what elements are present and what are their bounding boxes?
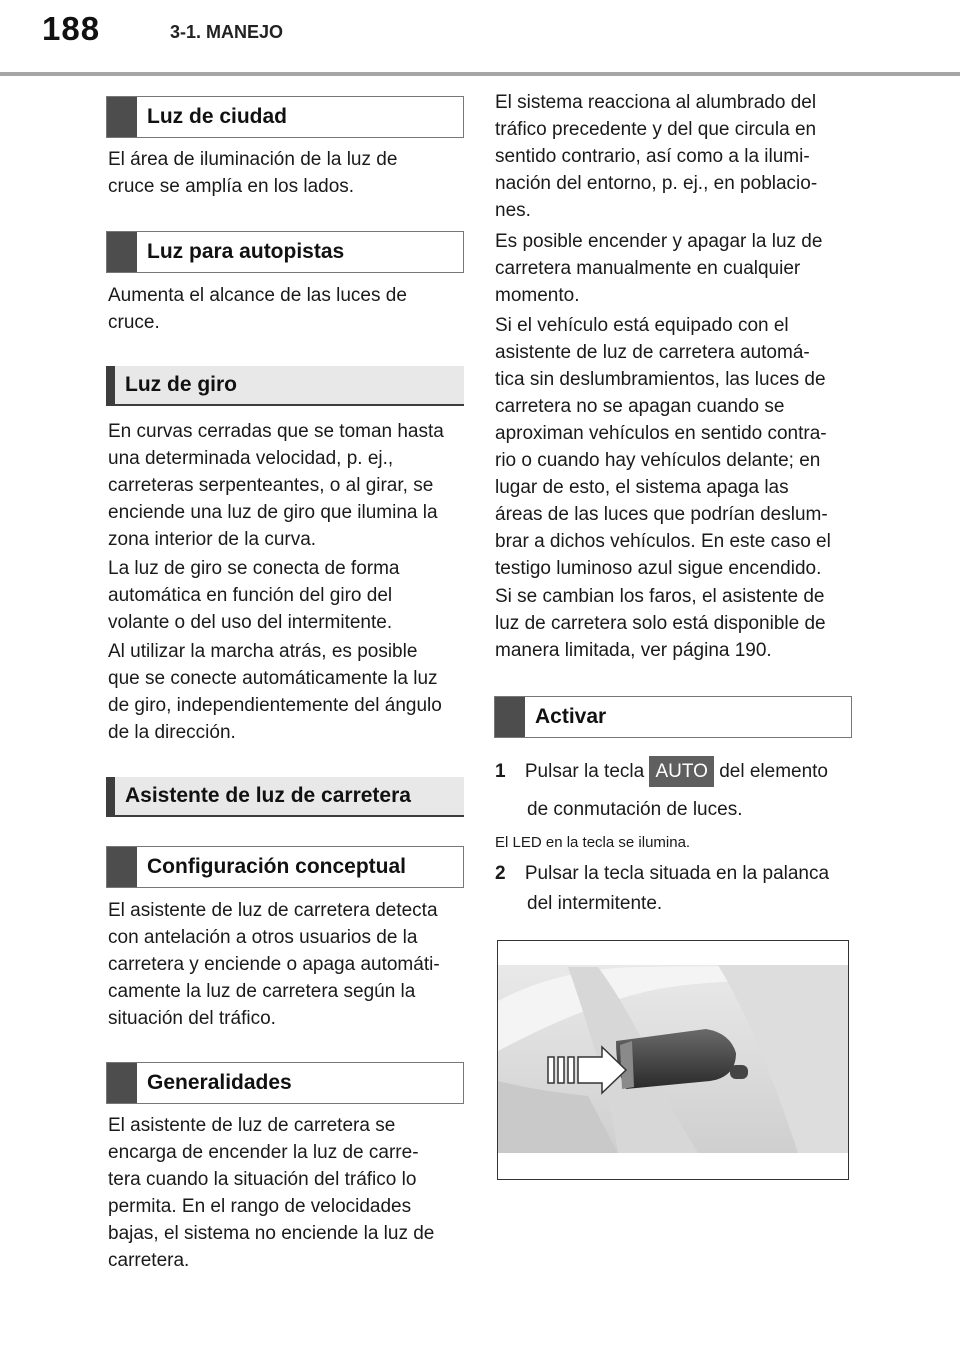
text-line: camente la luz de carretera según la xyxy=(108,981,416,1002)
text-line: Si el vehículo está equipado con el xyxy=(495,315,789,336)
paragraph-configuracion-conceptual xyxy=(108,897,440,1032)
step-number: 1 xyxy=(495,761,506,782)
paragraph-generalidades xyxy=(108,1112,434,1274)
text-line: nes. xyxy=(495,200,531,221)
heading-asistente-de-luz-de-carretera xyxy=(106,777,464,817)
header-divider xyxy=(0,72,960,76)
heading-label: Luz de ciudad xyxy=(147,105,288,128)
text-line: de giro, independientemente del ángulo xyxy=(108,695,442,716)
text-line: luz de carretera solo está disponible de xyxy=(495,613,826,634)
page-header xyxy=(0,0,960,82)
heading-luz-para-autopistas xyxy=(106,231,464,273)
heading-tab xyxy=(107,232,137,272)
step-2-continuation xyxy=(527,890,662,917)
heading-bar xyxy=(106,366,115,404)
lever-tip xyxy=(620,1041,634,1089)
heading-label: Configuración conceptual xyxy=(147,855,407,878)
heading-tab xyxy=(107,1063,137,1103)
text-line: áreas de las luces que podrían deslum- xyxy=(495,504,828,525)
heading-tab xyxy=(495,697,525,737)
text-line: tica sin deslumbramientos, las luces de xyxy=(495,369,826,390)
text-line: tera cuando la situación del tráfico lo xyxy=(108,1169,417,1190)
text-line: que se conecte automáticamente la luz xyxy=(108,668,438,689)
text-line: bajas, el sistema no enciende la luz de xyxy=(108,1223,435,1244)
paragraph-sin-deslumbramientos xyxy=(495,312,831,582)
heading-generalidades xyxy=(106,1062,464,1104)
text-line: rio o cuando hay vehículos delante; en xyxy=(495,450,821,471)
step-number: 2 xyxy=(495,863,506,884)
text-line: enciende una luz de giro que ilumina la xyxy=(108,502,438,523)
text-line: brar a dichos vehículos. En este caso el xyxy=(495,531,831,552)
text-line: tráfico precedente y del que circula en xyxy=(495,119,817,140)
text-line: testigo luminoso azul sigue encendido. xyxy=(495,558,822,579)
text-line: situación del tráfico. xyxy=(108,1008,276,1029)
text-line: cruce se amplía en los lados. xyxy=(108,176,355,197)
turn-signal-lever-illustration xyxy=(497,940,849,1180)
text-line: El área de iluminación de la luz de xyxy=(108,149,398,170)
heading-label: Asistente de luz de carretera xyxy=(125,784,411,807)
text-line: La luz de giro se conecta de forma xyxy=(108,558,400,579)
paragraph-luz-de-giro-3 xyxy=(108,638,442,746)
step-text: del elemento xyxy=(719,761,828,782)
heading-configuracion-conceptual xyxy=(106,846,464,888)
heading-luz-de-ciudad xyxy=(106,96,464,138)
text-line: carretera manualmente en cualquier xyxy=(495,258,801,279)
section-title: 3-1. MANEJO xyxy=(170,22,284,42)
heading-activar xyxy=(494,696,852,738)
text-line: momento. xyxy=(495,285,580,306)
text-line: carreteras serpenteantes, o al girar, se xyxy=(108,475,434,496)
text-line: El asistente de luz de carretera detecta xyxy=(108,900,438,921)
text-line: carretera no se apagan cuando se xyxy=(495,396,785,417)
text-line: sentido contrario, así como a la ilumi- xyxy=(495,146,810,167)
text-line: aproximan vehículos en sentido contra- xyxy=(495,423,827,444)
text-line: Es posible encender y apagar la luz de xyxy=(495,231,823,252)
paragraph-luz-para-autopistas xyxy=(108,282,407,336)
step-1-continuation xyxy=(527,796,742,823)
step-text: de conmutación de luces. xyxy=(527,799,743,820)
text-line: En curvas cerradas que se toman hasta xyxy=(108,421,444,442)
text-line: nación del entorno, p. ej., en poblacio- xyxy=(495,173,818,194)
lever-drawing xyxy=(498,941,848,1179)
heading-label: Activar xyxy=(535,705,607,728)
lever-base xyxy=(730,1065,748,1079)
led-note: El LED en la tecla se ilumina. xyxy=(495,834,691,851)
step-text: Pulsar la tecla xyxy=(524,761,645,782)
text-line: Al utilizar la marcha atrás, es posible xyxy=(108,641,418,662)
text-line: permita. En el rango de velocidades xyxy=(108,1196,412,1217)
text-line: una determinada velocidad, p. ej., xyxy=(108,448,394,469)
paragraph-luz-de-giro-2 xyxy=(108,555,400,636)
paragraph-encender-apagar xyxy=(495,228,822,309)
text-line: El sistema reacciona al alumbrado del xyxy=(495,92,817,113)
paragraph-sistema-reacciona xyxy=(495,89,817,224)
text-line: de la dirección. xyxy=(108,722,236,743)
heading-label: Luz para autopistas xyxy=(147,240,345,263)
text-line: carretera. xyxy=(108,1250,190,1271)
text-line: asistente de luz de carretera automá- xyxy=(495,342,810,363)
auto-key: AUTO xyxy=(649,756,713,787)
text-line: volante o del uso del intermitente. xyxy=(108,612,393,633)
step-2 xyxy=(495,860,829,887)
paragraph-luz-de-ciudad xyxy=(108,146,397,200)
text-line: encarga de encender la luz de carre- xyxy=(108,1142,419,1163)
text-line: zona interior de la curva. xyxy=(108,529,317,550)
text-line: con antelación a otros usuarios de la xyxy=(108,927,418,948)
step-1 xyxy=(495,756,855,788)
text-line: Si se cambian los faros, el asistente de xyxy=(495,586,825,607)
heading-label: Generalidades xyxy=(147,1071,292,1094)
step-text: del intermitente. xyxy=(527,893,663,914)
text-line: manera limitada, ver página 190. xyxy=(495,640,772,661)
heading-tab xyxy=(107,97,137,137)
text-line: carretera y enciende o apaga automáti- xyxy=(108,954,440,975)
text-line: Aumenta el alcance de las luces de xyxy=(108,285,407,306)
text-line: El asistente de luz de carretera se xyxy=(108,1115,396,1136)
heading-luz-de-giro xyxy=(106,366,464,406)
page-number: 188 xyxy=(42,10,101,47)
text-line: cruce. xyxy=(108,312,160,333)
heading-tab xyxy=(107,847,137,887)
heading-bar xyxy=(106,777,115,815)
paragraph-luz-de-giro-1 xyxy=(108,418,444,553)
heading-label: Luz de giro xyxy=(125,373,237,396)
step-text: Pulsar la tecla situada en la palanca xyxy=(524,863,830,884)
paragraph-cambian-faros xyxy=(495,583,826,664)
text-line: automática en función del giro del xyxy=(108,585,393,606)
text-line: lugar de esto, el sistema apaga las xyxy=(495,477,789,498)
